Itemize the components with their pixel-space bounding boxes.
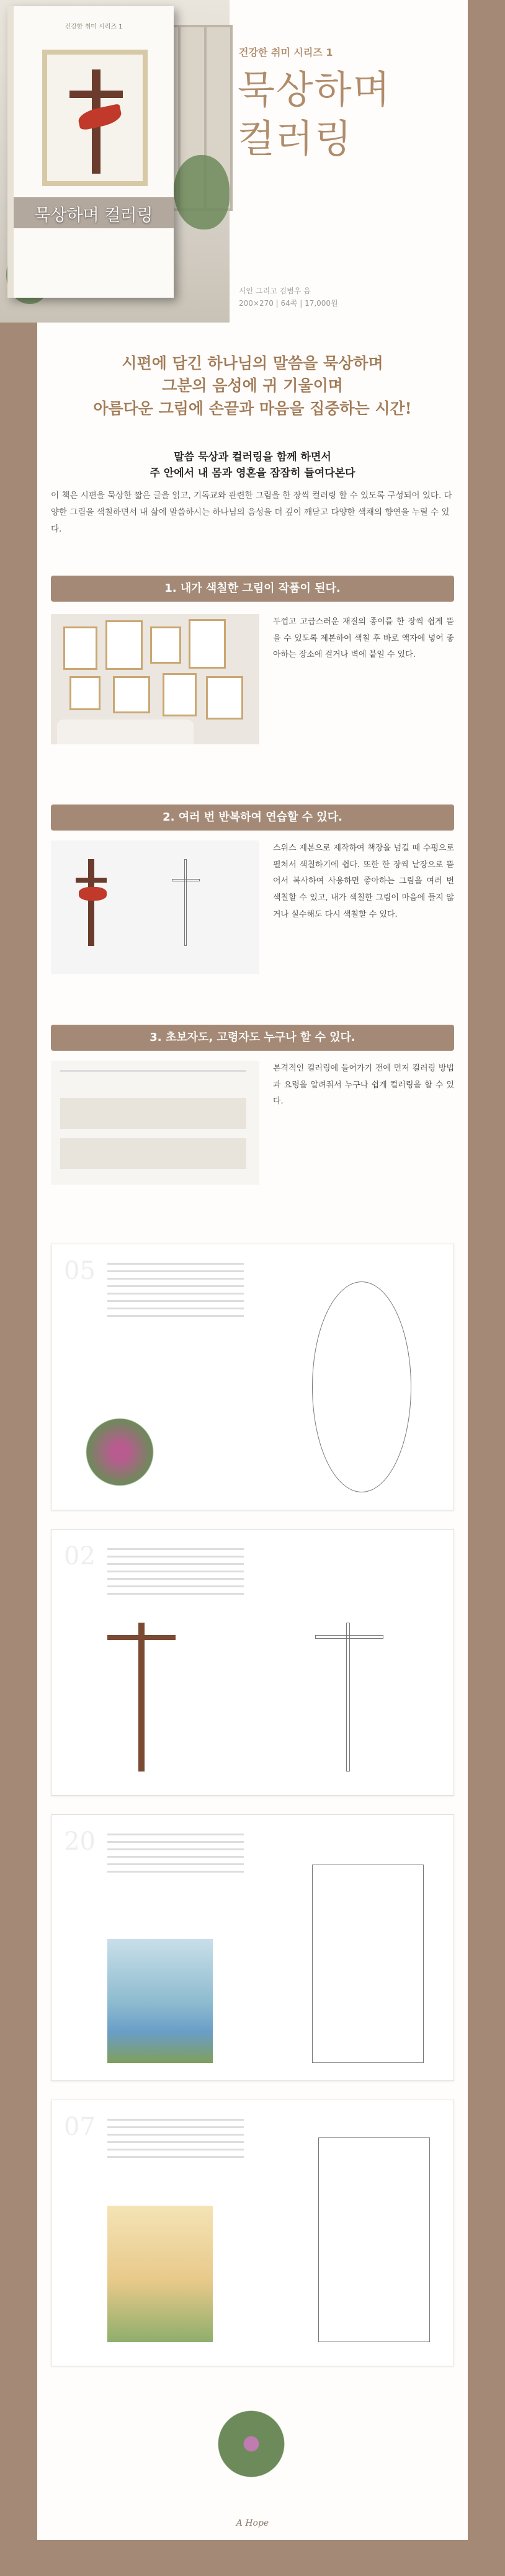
guide-strip	[60, 1098, 246, 1129]
sub-line: 주 안에서 내 몸과 영혼을 잠잠히 들여다본다	[150, 466, 355, 479]
section-image-gallery	[51, 614, 259, 744]
book-cover	[7, 6, 174, 298]
frame	[105, 620, 143, 670]
flower-outline-art	[312, 1281, 411, 1492]
church-outline-art	[312, 1865, 424, 2063]
spread-number: 05	[64, 1257, 96, 1285]
text-lines	[107, 1834, 244, 1878]
spread-sample-3	[51, 1814, 454, 2081]
cross-bar	[69, 91, 123, 98]
crucifix-bar	[107, 1635, 176, 1640]
spread-sample-4	[51, 2100, 454, 2366]
spec-line: 200×270 | 64쪽 | 17,000원	[239, 299, 338, 308]
frame	[63, 626, 97, 670]
field-outline-art	[318, 2137, 430, 2342]
section-text-1: 두껍고 고급스러운 재질의 종이를 한 장씩 쉽게 뜯을 수 있도록 제본하여 색칠 후 바로 액자에 넣어 좋아하는 장소에 걸거나 벽에 붙일 수 있다.	[273, 617, 454, 660]
spread-number: 02	[64, 1542, 96, 1571]
crucifix-color	[138, 1623, 145, 1772]
frame	[113, 676, 150, 713]
main-title	[238, 65, 442, 164]
section-text-3: 본격적인 컬러링에 들어가기 전에 먼저 컬러링 방법과 요령을 알려줘서 누구나 쉽게 컬러링을 할 수 있다.	[273, 1064, 454, 1107]
frame	[163, 673, 197, 716]
intro-quote	[37, 352, 468, 420]
section-text-2: 스위스 제본으로 제작하여 책장을 넘길 때 수평으로 펼쳐서 색칠하기에 쉽다. 또한 한 장씩 낱장으로 뜯어서 복사하여 사용하면 좋아하는 그림을 여러 번 색칠할 수 있고, 내가 색칠한 그림이 마음에 들지 않거나 실수해도 다시 색칠할 수 있다.	[273, 844, 454, 919]
field-color-art	[107, 2206, 213, 2342]
book-series-label: 건강한 취미 시리즈 1	[65, 24, 123, 30]
text-lines	[107, 2119, 244, 2164]
plant-decor	[174, 155, 230, 230]
publisher-logo: A Hope	[236, 2518, 269, 2528]
intro-subheading	[37, 450, 468, 481]
spread-sample-1	[51, 1244, 454, 1510]
quote-line: 그분의 음성에 귀 기울이며	[162, 377, 343, 395]
section-heading-3: 3. 초보자도, 고령자도 누구나 할 수 있다.	[51, 1025, 454, 1051]
cross-icon	[88, 859, 94, 946]
hero	[0, 0, 505, 347]
series-label: 건강한 취미 시리즈 1	[239, 47, 333, 58]
cross-bar	[76, 878, 107, 883]
crucifix-outline	[346, 1623, 350, 1772]
cover-artwork	[42, 50, 148, 186]
spread-number: 07	[64, 2113, 96, 2141]
section-heading-1: 1. 내가 색칠한 그림이 작품이 된다.	[51, 576, 454, 602]
flower-color-art	[83, 1412, 157, 1492]
main-title-line2: 컬러링	[238, 116, 353, 162]
quote-line: 시편에 담긴 하나님의 말씀을 묵상하며	[122, 354, 383, 372]
cross-outline	[184, 859, 187, 946]
text-lines	[107, 1548, 244, 1600]
main-title-line1: 묵상하며	[238, 67, 391, 112]
sub-line: 말씀 묵상과 컬러링을 함께 하면서	[174, 451, 331, 463]
section-heading-2: 2. 여러 번 반복하여 연습할 수 있다.	[51, 804, 454, 831]
section-image-guide	[51, 1061, 259, 1185]
crucifix-outline	[315, 1635, 383, 1639]
text-lines	[107, 1263, 244, 1322]
author-line: 시안 그리고 김범우 음	[239, 287, 311, 295]
frame	[150, 626, 181, 664]
guide-strip	[60, 1138, 246, 1169]
sofa	[57, 720, 194, 744]
section-image-spread	[51, 840, 259, 974]
guide-line	[60, 1070, 246, 1072]
red-cloth	[79, 887, 107, 901]
spread-sample-2	[51, 1529, 454, 1796]
church-color-art	[107, 1939, 213, 2063]
cross-outline	[172, 879, 200, 881]
flower-decor	[205, 2407, 298, 2500]
intro-body: 이 책은 시편을 묵상한 짧은 글을 읽고, 기독교와 관련한 그림을 한 장씩 컬러링 할 수 있도록 구성되어 있다. 다양한 그림을 색칠하면서 내 삶에 말씀하시는 하나님의 음성을 더 깊이 깨닫고 다양한 색채의 향연을 누릴 수 있다.	[51, 491, 452, 534]
frame	[206, 676, 243, 720]
frame	[69, 676, 101, 710]
spread-number: 20	[64, 1827, 96, 1856]
book-title: 묵상하며 컬러링	[34, 206, 153, 225]
frame	[189, 619, 226, 669]
quote-line: 아름다운 그림에 손끝과 마음을 집중하는 시간!	[93, 399, 412, 417]
